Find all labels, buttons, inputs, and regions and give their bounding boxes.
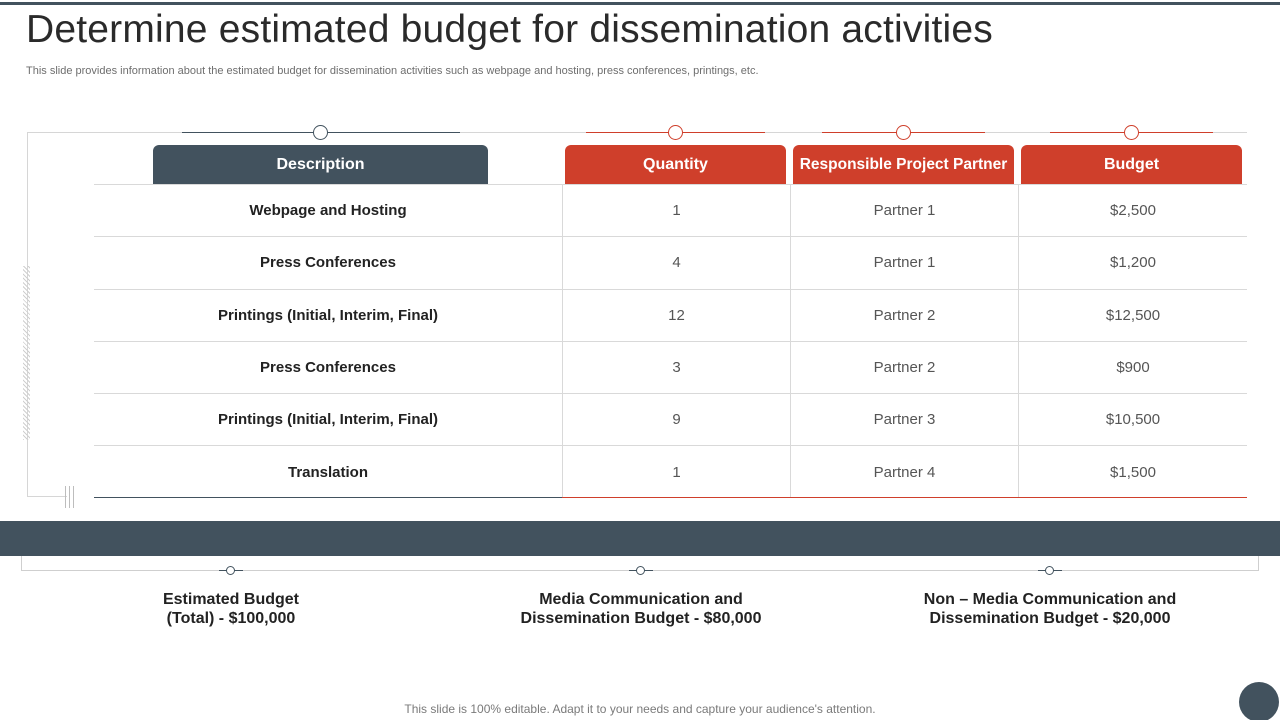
description-cell: Translation — [287, 463, 369, 481]
frame-bottom-line — [27, 496, 67, 497]
description-connector — [182, 132, 460, 133]
summary-line: (Total) - $100,000 — [166, 610, 296, 627]
quantity-cell: 12 — [562, 290, 790, 341]
tick-decoration — [63, 486, 75, 508]
quantity-cell: 1 — [562, 185, 790, 236]
table-row — [94, 184, 1247, 236]
description-cell: Printings (Initial, Interim, Final) — [217, 411, 438, 429]
marker-circle-icon — [1045, 566, 1054, 575]
table-bottom-rule-dark — [94, 497, 562, 498]
summary-line: Estimated Budget — [162, 591, 299, 608]
description-cell: Webpage and Hosting — [249, 202, 407, 220]
description-cell: Printings (Initial, Interim, Final) — [217, 306, 438, 324]
summary-estimated-budget — [81, 590, 381, 628]
table-row — [94, 445, 1247, 497]
marker-circle-icon — [636, 566, 645, 575]
table-row — [94, 341, 1247, 393]
budget-connector — [1050, 132, 1213, 133]
header-budget: Budget — [1021, 145, 1242, 184]
corner-decoration — [1239, 682, 1279, 720]
hatch-decoration — [23, 266, 30, 440]
summary-marker — [629, 570, 653, 571]
partner-cell: Partner 2 — [790, 342, 1018, 393]
budget-cell: $2,500 — [1018, 185, 1247, 236]
connector-circle-icon — [313, 125, 328, 140]
footer-note: This slide is 100% editable. Adapt it to your needs and capture your audience's attention. — [404, 702, 876, 716]
header-partner: Responsible Project Partner — [793, 145, 1014, 184]
summary-line: Dissemination Budget - $80,000 — [520, 610, 762, 627]
connector-circle-icon — [896, 125, 911, 140]
table-row — [94, 393, 1247, 445]
quantity-connector — [586, 132, 765, 133]
header-quantity: Quantity — [565, 145, 786, 184]
quantity-cell: 9 — [562, 394, 790, 445]
table-row — [94, 236, 1247, 288]
description-cell: Press Conferences — [260, 254, 396, 272]
budget-table — [94, 184, 1247, 498]
marker-circle-icon — [226, 566, 235, 575]
summary-non-media-budget — [875, 590, 1225, 628]
slide-title: Determine estimated budget for dissemination activities — [26, 8, 993, 51]
summary-marker — [1038, 570, 1062, 571]
top-rule — [0, 2, 1280, 5]
budget-cell: $900 — [1018, 342, 1247, 393]
partner-cell: Partner 1 — [790, 185, 1018, 236]
summary-line: Dissemination Budget - $20,000 — [929, 610, 1171, 627]
header-description: Description — [153, 145, 488, 184]
summary-line: Non – Media Communication and — [923, 591, 1177, 608]
partner-cell: Partner 4 — [790, 446, 1018, 497]
slide-subtitle: This slide provides information about the estimated budget for dissemination activities such as webpage and hosting, press conferences, printings, etc. — [26, 65, 759, 77]
description-cell: Press Conferences — [260, 359, 396, 377]
summary-marker — [219, 570, 243, 571]
summary-media-budget — [466, 590, 816, 628]
summary-band — [0, 521, 1280, 556]
partner-cell: Partner 2 — [790, 290, 1018, 341]
budget-cell: $12,500 — [1018, 290, 1247, 341]
table-bottom-rule-red — [562, 497, 1247, 498]
quantity-cell: 1 — [562, 446, 790, 497]
quantity-cell: 3 — [562, 342, 790, 393]
connector-circle-icon — [1124, 125, 1139, 140]
summary-line: Media Communication and — [539, 591, 743, 608]
partner-cell: Partner 3 — [790, 394, 1018, 445]
table-row — [94, 289, 1247, 341]
budget-cell: $1,500 — [1018, 446, 1247, 497]
quantity-cell: 4 — [562, 237, 790, 288]
connector-circle-icon — [668, 125, 683, 140]
partner-cell: Partner 1 — [790, 237, 1018, 288]
budget-cell: $10,500 — [1018, 394, 1247, 445]
partner-connector — [822, 132, 985, 133]
budget-cell: $1,200 — [1018, 237, 1247, 288]
